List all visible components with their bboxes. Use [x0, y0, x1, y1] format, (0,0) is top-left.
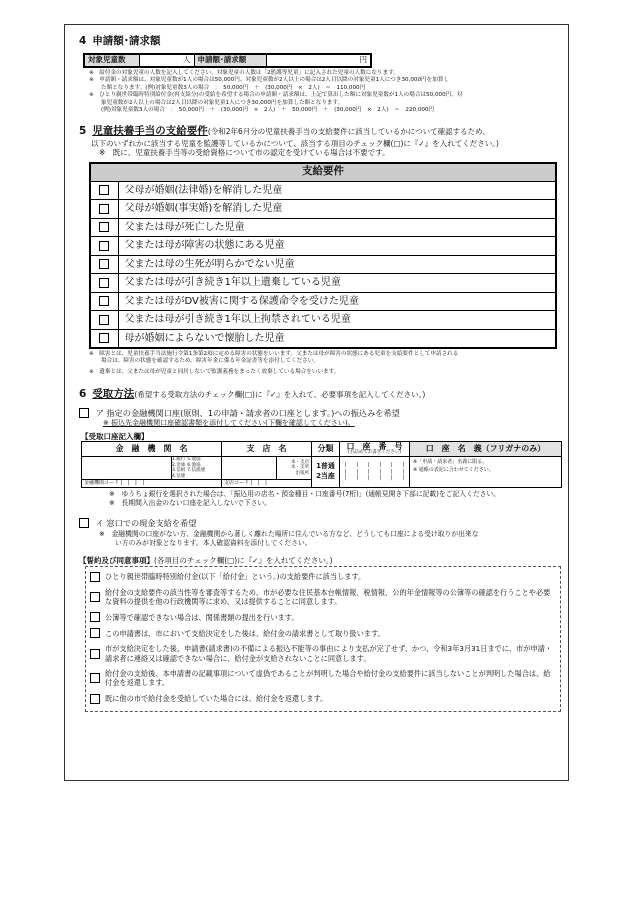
requirement-row: [90, 274, 556, 293]
option-a-note: ※ 振込先金融機関口座確認書類を添付してください(下欄を確認してください)。: [103, 418, 355, 427]
requirement-checkbox-cell: [90, 237, 118, 256]
amount-table: [83, 53, 372, 68]
pledge-item: [86, 585, 560, 610]
pledge-item: [86, 641, 560, 666]
pledge-checkbox[interactable]: [90, 628, 100, 638]
bank-note: ※ 長期間入出金のない口座を記入しないで下さい。: [109, 498, 272, 507]
requirement-checkbox-cell: [90, 255, 118, 274]
pledge-item: [86, 625, 560, 641]
pledge-text: 既に他の市で給付金を受給していた場合には、給付金を返還します。: [105, 694, 328, 704]
requirement-row: [90, 292, 556, 311]
requirement-checkbox[interactable]: [99, 333, 109, 343]
requirement-row: [90, 311, 556, 330]
section5-note: ※ 障害とは、児童扶養手当法施行令第1条第2項に定める障害の状態をいいます。父または母が障害の状態にある児童を支給要件として申請される: [89, 350, 459, 357]
requirement-label: 父母が婚姻(法律婚)を解消した児童: [118, 181, 556, 200]
requirement-row: [90, 237, 556, 256]
account-holder-header: 口 座 名 義（フリガナのみ）: [410, 442, 562, 457]
amount-field[interactable]: 円: [266, 54, 371, 67]
requirement-label: 父または母が引き続き1年以上拘禁されている児童: [118, 311, 556, 330]
requirement-label: 父または母が死亡した児童: [118, 218, 556, 237]
section5-note: ※ 遺棄とは、父または母が児童と同居しないで監護義務をまったく放棄している場合をいいます。: [89, 368, 340, 375]
section4-note: ※ 申請額・請求額は、対象児童数が1人の場合は50,000円、対象児童数が2人以上の場合は2人目以降の対象児童1人につき30,000円を加算し: [89, 77, 450, 84]
option-a: ア 指定の金融機関口座(原則、1の申請・請求者の口座とします。)への振込みを希望: [79, 408, 558, 419]
section4-note: 象児童数が2人以上の場合は2人目以降の対象児童1人につき30,000円を加算した額となります。: [101, 99, 344, 106]
branch-header: 支 店 名: [222, 442, 312, 457]
pledge-item: [86, 609, 560, 625]
requirement-checkbox[interactable]: [99, 222, 109, 232]
requirement-checkbox[interactable]: [99, 278, 109, 288]
type-header: 分類: [312, 442, 340, 457]
option-b-note: い方のみが対象となります。本人確認資料を添付してください。: [115, 539, 312, 548]
section4-note: (例)対象児童数3人の場合 ： 50,000円 ＋ (30,000円 × 2人) ＋ 50,000円 ＋ (30,000円 × 2人) ＝ 220,000円: [101, 107, 435, 114]
requirement-label: 母が婚姻によらないで懐胎した児童: [118, 329, 556, 348]
requirement-label: 父または母の生死が明らかでない児童: [118, 255, 556, 274]
branch-name-field[interactable]: [222, 457, 277, 480]
application-form-page: [64, 24, 569, 781]
requirement-label: 父または母が引き続き1年以上遺棄している児童: [118, 274, 556, 293]
bank-name-field[interactable]: [82, 457, 172, 480]
pledge-text: 給付金の支給要件の該当性等を審査等するため、市が必要な住民基本台帳情報、税情報、公的年金情報等の公簿等の確認を行うことや必要な資料の提供を他の行政機関等に求め、又は提供することに同意します。: [105, 587, 551, 606]
requirement-row: [90, 255, 556, 274]
bank-kind-options: 1.銀行 2.金庫 3.信組 4.信連 5.農協 6.漁協 7.信漁連: [172, 457, 222, 480]
bank-note: ※ ゆうちょ銀行を選択された場合は、「振込用の店名・預金種目・口座番号(7桁)」(通帳見開き下部に記載)をご記入ください。: [109, 489, 501, 498]
section5-note: 場合は、障害の状態を確認するため、障害年金に係る年金証書等を添付してください。: [101, 358, 319, 365]
option-b: イ 窓口での現金支給を希望: [79, 518, 558, 529]
option-b-checkbox[interactable]: [79, 518, 89, 528]
pledge-checkbox[interactable]: [90, 649, 100, 659]
pledge-item: [86, 666, 560, 691]
section4-note: た額となります。(例)対象児童数3人の場合 ： 50,000円 ＋ (30,000円 × 2人) ＝ 110,000円: [101, 84, 366, 91]
requirement-row: [90, 329, 556, 348]
requirement-checkbox-cell: [90, 181, 118, 200]
pledge-checkbox[interactable]: [90, 592, 100, 602]
pledge-heading: 【誓約及び同意事項】(各項目のチェック欄(□)に『✓』を入れてください。): [79, 555, 333, 565]
pledge-checkbox[interactable]: [90, 694, 100, 704]
requirement-checkbox[interactable]: [99, 185, 109, 195]
requirement-checkbox-cell: [90, 200, 118, 219]
pledge-text: この申請書は、市において支給決定をした後は、給付金の請求書として取り扱います。: [105, 628, 385, 638]
requirement-checkbox[interactable]: [99, 241, 109, 251]
requirement-label: 父母が婚姻(事実婚)を解消した児童: [118, 200, 556, 219]
pledge-text: 給付金の支給後、本申請書の記載事項について虚偽であることが判明した場合や給付金の支給要件に該当しないことが判明した場合は、給付金を返還します。: [105, 669, 551, 688]
pledge-checkbox[interactable]: [90, 673, 100, 683]
requirement-checkbox-cell: [90, 218, 118, 237]
pledge-checkbox[interactable]: [90, 572, 100, 582]
option-b-note: ※ 金融機関の口座がない方、金融機関から著しく離れた場所に住んでいる方など、どうしても口座による受け取りが出来な: [99, 530, 479, 539]
bank-code-field[interactable]: 金融機関コード | | | |: [82, 479, 222, 487]
requirement-checkbox[interactable]: [99, 315, 109, 325]
requirement-checkbox[interactable]: [99, 204, 109, 214]
bank-form-title: 【受取口座記入欄】: [81, 431, 149, 441]
pledge-text: ひとり親世帯臨時特別給付金(以下「給付金」という。)の支給要件に該当します。: [105, 571, 366, 581]
requirement-label: 父または母がDV被害に関する保護命令を受けた児童: [118, 292, 556, 311]
requirement-row: [90, 218, 556, 237]
account-number-header: 口 座 番 号 (右詰めでお書きください): [340, 442, 410, 457]
children-count-label: 対象児童数: [84, 54, 139, 67]
requirement-label: 父または母が障害の状態にある児童: [118, 237, 556, 256]
requirement-checkbox[interactable]: [99, 296, 109, 306]
children-count-field[interactable]: 人: [139, 54, 194, 67]
requirement-row: [90, 181, 556, 200]
pledge-text: 市が支給決定をした後、申請書(請求書)の不備による振込不能等の事由により支払が完了せず、かつ、令和3年3月31日までに、市が申請・請求者に連絡又は確認できない場合に、給付金が支給されないことに同意します。: [105, 644, 553, 663]
branch-kind-options: 本・支店 本・支所 出張所: [277, 457, 312, 480]
section6-heading: 6 受取方法(希望する受取方法のチェック欄(□)に『✓』を入れて、必要事項を記入してください。): [79, 388, 426, 401]
requirement-row: [90, 200, 556, 219]
pledge-item: [86, 569, 560, 585]
section4-note: ※ ひとり親世帯臨時特別給付金(再支給分)の受給を希望する場合の申請額・請求額は、上記で算出した額に対象児童数が1人の場合は50,000円、対: [89, 92, 463, 99]
bank-account-table: [81, 441, 562, 488]
requirement-checkbox[interactable]: [99, 259, 109, 269]
bank-name-header: 金 融 機 関 名: [82, 442, 222, 457]
section5-heading: 5 児童扶養手当の支給要件(令和2年6月分の児童扶養手当の支給要件に該当しているかについて確認するため、: [79, 124, 490, 137]
branch-code-field[interactable]: 支店コード | | |: [222, 479, 312, 487]
pledge-checkbox[interactable]: [90, 612, 100, 622]
pledge-item: [86, 691, 560, 707]
account-number-field[interactable]: | | | | | | | | | | | | | | | | | |: [340, 457, 410, 488]
amount-label: 申請額･請求額: [194, 54, 266, 67]
pledge-text: 公簿等で確認できない場合は、関係書類の提出を行います。: [105, 612, 299, 622]
account-holder-field[interactable]: ※「申請・請求者」名義に限る。 ※ 通帳の表記に合わせてください。: [410, 457, 562, 488]
section4-title: 4 申請額･請求額: [79, 35, 161, 47]
option-a-checkbox[interactable]: [79, 408, 89, 418]
requirement-checkbox-cell: [90, 311, 118, 330]
requirement-checkbox-cell: [90, 329, 118, 348]
requirement-checkbox-cell: [90, 292, 118, 311]
section5-intro-note: ※ 既に、児童扶養手当等の受給資格について市の認定を受けている場合は不要です。: [99, 148, 390, 158]
requirements-header: 支給要件: [90, 163, 556, 181]
section4-note: ※ 給付金の対象児童の人数を記入してください。対象児童の人数は「2監護等児童」に記入された児童の人数になります。: [89, 69, 399, 76]
requirements-table: [89, 162, 557, 349]
account-type-options[interactable]: 1普通 2当座: [312, 457, 340, 488]
requirement-checkbox-cell: [90, 274, 118, 293]
pledge-box: [85, 566, 561, 712]
section5-intro: 以下のいずれかに該当する児童を監護等しているかについて、該当する項目のチェック欄(□)に『✓』を入れてください。): [91, 138, 499, 148]
